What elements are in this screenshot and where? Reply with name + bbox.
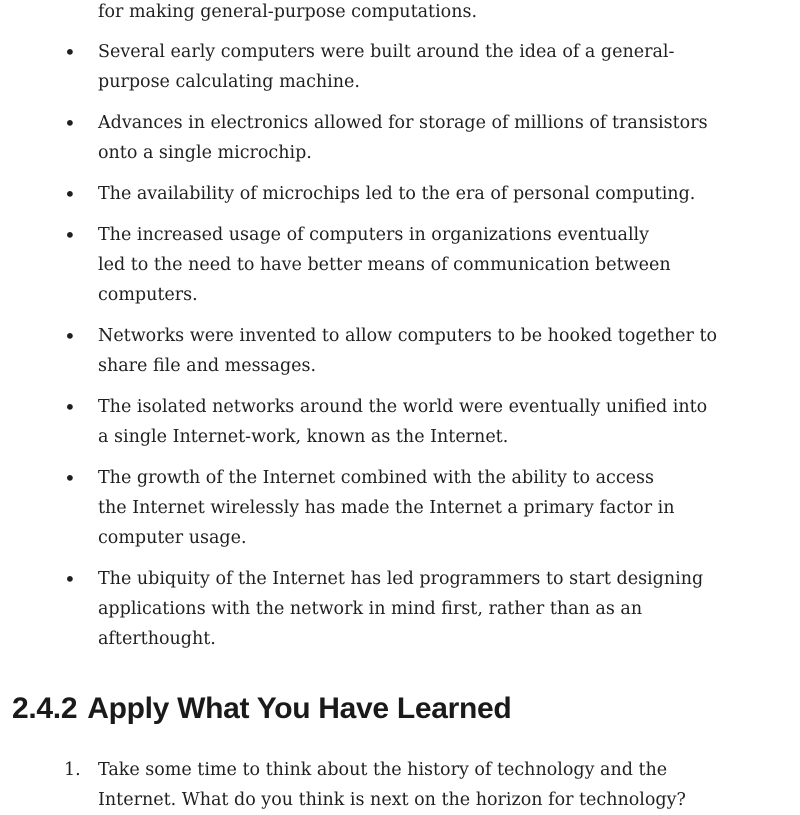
bullet-icon: • bbox=[64, 182, 76, 206]
section-number: 2.4.2 bbox=[12, 692, 78, 725]
ordered-item-line: Internet. What do you think is next on the horizon for technology? bbox=[98, 790, 686, 810]
bullet-line: Networks were invented to allow computers to be hooked together to bbox=[98, 326, 718, 346]
bullet-line: onto a single microchip. bbox=[98, 143, 312, 163]
bullet-line: led to the need to have better means of communication between bbox=[98, 255, 671, 275]
bullet-line: The increased usage of computers in organizations eventually bbox=[98, 225, 650, 245]
bullet-line: The ubiquity of the Internet has led programmers to start designing bbox=[98, 569, 704, 589]
bullet-line: The availability of microchips led to the era of personal computing. bbox=[98, 184, 696, 204]
bullet-icon: • bbox=[64, 567, 76, 591]
ordered-item-line: Take some time to think about the history of technology and the bbox=[98, 760, 668, 780]
bullet-line: share file and messages. bbox=[98, 356, 317, 376]
bullet-icon: • bbox=[64, 395, 76, 419]
section-heading bbox=[12, 690, 511, 728]
bullet-line: computer usage. bbox=[98, 528, 247, 548]
bullet-line: The growth of the Internet combined with the ability to access bbox=[98, 468, 654, 488]
bullet-line: Advances in electronics allowed for storage of millions of transistors bbox=[98, 113, 708, 133]
bullet-line: a single Internet-work, known as the Internet. bbox=[98, 427, 509, 447]
bullet-icon: • bbox=[64, 40, 76, 64]
bullet-icon: • bbox=[64, 324, 76, 348]
bullet-line: afterthought. bbox=[98, 629, 216, 649]
bullet-line: applications with the network in mind first, rather than as an bbox=[98, 599, 643, 619]
bullet-line: computers. bbox=[98, 285, 198, 305]
bullet-icon: • bbox=[64, 466, 76, 490]
bullet-line: The isolated networks around the world were eventually unified into bbox=[98, 397, 708, 417]
intro-tail-line: for making general-purpose computations. bbox=[98, 2, 478, 22]
bullet-line: the Internet wirelessly has made the Internet a primary factor in bbox=[98, 498, 675, 518]
section-title: Apply What You Have Learned bbox=[87, 692, 512, 725]
bullet-line: Several early computers were built around the idea of a general- bbox=[98, 42, 675, 62]
bullet-icon: • bbox=[64, 223, 76, 247]
ordered-item-marker: 1. bbox=[64, 760, 81, 780]
bullet-line: purpose calculating machine. bbox=[98, 72, 360, 92]
bullet-icon: • bbox=[64, 111, 76, 135]
